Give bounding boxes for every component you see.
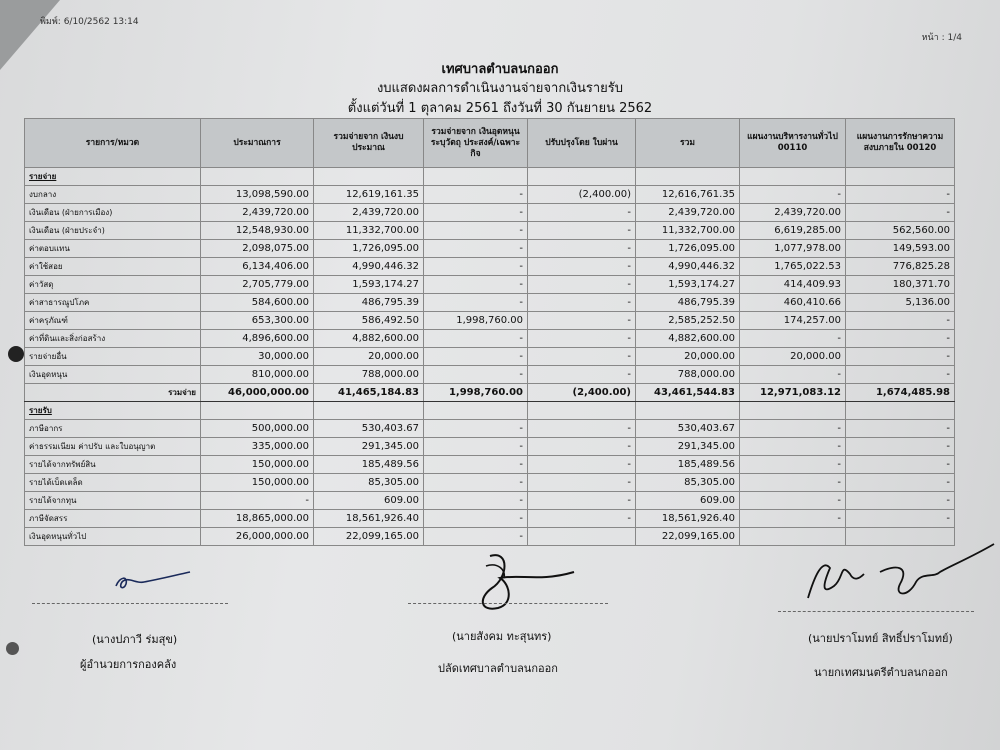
table-row	[25, 312, 955, 330]
table-row	[25, 258, 955, 276]
table-cell: -	[846, 366, 955, 384]
table-cell: 1,593,174.27	[314, 276, 424, 294]
table-cell: 6,619,285.00	[740, 222, 846, 240]
table-cell: 500,000.00	[201, 420, 314, 438]
row-label: ค่าธรรมเนียม ค่าปรับ และใบอนุญาต	[25, 438, 201, 456]
table-cell: -	[528, 474, 636, 492]
signature-role: นายกเทศมนตรีตำบลนกออก	[814, 666, 948, 679]
row-label: ค่าครุภัณฑ์	[25, 312, 201, 330]
table-row	[25, 186, 955, 204]
table-cell: -	[846, 438, 955, 456]
table-cell: 486,795.39	[636, 294, 740, 312]
table-cell: -	[740, 456, 846, 474]
table-cell: 788,000.00	[636, 366, 740, 384]
signature-name: (นายปราโมทย์ สิทธิ์ปราโมทย์)	[808, 632, 953, 645]
table-cell: -	[424, 186, 528, 204]
table-cell: 2,585,252.50	[636, 312, 740, 330]
table-cell: 1,674,485.98	[846, 384, 955, 402]
table-cell: -	[201, 492, 314, 510]
table-cell: -	[424, 330, 528, 348]
table-row	[25, 294, 955, 312]
table-cell: -	[528, 492, 636, 510]
table-cell: 460,410.66	[740, 294, 846, 312]
table-cell: 26,000,000.00	[201, 528, 314, 546]
table-cell: 810,000.00	[201, 366, 314, 384]
table-cell: 2,439,720.00	[314, 204, 424, 222]
table-cell: -	[424, 420, 528, 438]
table-cell: -	[528, 204, 636, 222]
table-cell: -	[424, 474, 528, 492]
table-row	[25, 438, 955, 456]
table-cell: 4,990,446.32	[636, 258, 740, 276]
table-row	[25, 222, 955, 240]
signature-role: ปลัดเทศบาลตำบลนกออก	[438, 662, 558, 675]
table-cell: -	[740, 438, 846, 456]
table-cell	[314, 402, 424, 420]
print-timestamp: พิมพ์: 6/10/2562 13:14	[40, 17, 139, 27]
table-cell: -	[528, 420, 636, 438]
table-cell	[636, 168, 740, 186]
table-row	[25, 492, 955, 510]
table-cell: 180,371.70	[846, 276, 955, 294]
table-cell: 30,000.00	[201, 348, 314, 366]
table-cell: 20,000.00	[740, 348, 846, 366]
table-cell: -	[740, 492, 846, 510]
punch-hole	[8, 346, 24, 362]
table-cell: 1,998,760.00	[424, 312, 528, 330]
table-cell: -	[424, 294, 528, 312]
signature-role: ผู้อำนวยการกองคลัง	[80, 658, 177, 671]
row-label: ค่าใช้สอย	[25, 258, 201, 276]
row-label: เงินเดือน (ฝ่ายประจำ)	[25, 222, 201, 240]
table-cell: -	[740, 420, 846, 438]
table-cell: 18,561,926.40	[636, 510, 740, 528]
table-cell: -	[528, 258, 636, 276]
table-cell: 5,136.00	[846, 294, 955, 312]
row-label: ภาษีอากร	[25, 420, 201, 438]
document-title: เทศบาลตำบลนกออก	[441, 62, 559, 77]
table-cell: -	[740, 330, 846, 348]
table-cell: 18,865,000.00	[201, 510, 314, 528]
table-cell: 335,000.00	[201, 438, 314, 456]
table-cell: 150,000.00	[201, 456, 314, 474]
table-cell: 85,305.00	[314, 474, 424, 492]
table-cell: 1,998,760.00	[424, 384, 528, 402]
table-cell: -	[846, 420, 955, 438]
table-cell: 486,795.39	[314, 294, 424, 312]
table-header-row	[25, 119, 955, 168]
table-cell: 20,000.00	[314, 348, 424, 366]
table-cell	[424, 402, 528, 420]
table-cell	[528, 168, 636, 186]
column-header: รายการ/หมวด	[25, 119, 201, 168]
financial-table	[24, 118, 955, 546]
table-cell: 530,403.67	[636, 420, 740, 438]
table-cell: 6,134,406.00	[201, 258, 314, 276]
table-cell	[201, 402, 314, 420]
table-cell: -	[846, 186, 955, 204]
table-cell: -	[424, 348, 528, 366]
table-cell: 13,098,590.00	[201, 186, 314, 204]
section-label: รายรับ	[25, 402, 201, 420]
document-subtitle: งบแสดงผลการดำเนินงานจ่ายจากเงินรายรับ	[376, 81, 624, 96]
table-row	[25, 366, 955, 384]
table-cell: 150,000.00	[201, 474, 314, 492]
table-cell: 11,332,700.00	[636, 222, 740, 240]
table-cell: 291,345.00	[636, 438, 740, 456]
table-cell: 584,600.00	[201, 294, 314, 312]
column-header: แผนงานบริหารงานทั่วไป 00110	[740, 119, 846, 168]
table-cell: -	[424, 510, 528, 528]
signature-mayor	[800, 538, 1000, 608]
column-header: รวมจ่ายจาก เงินอุดหนุนระบุวัตถุ ประสงค์/เฉพาะกิจ	[424, 119, 528, 168]
table-row	[25, 204, 955, 222]
table-cell: -	[846, 348, 955, 366]
table-cell: 11,332,700.00	[314, 222, 424, 240]
table-cell: 174,257.00	[740, 312, 846, 330]
document-period: ตั้งแต่วันที่ 1 ตุลาคม 2561 ถึงวันที่ 30 กันยายน 2562	[347, 101, 653, 116]
table-row	[25, 474, 955, 492]
table-cell: 185,489.56	[314, 456, 424, 474]
table-cell: -	[528, 222, 636, 240]
table-cell: 1,726,095.00	[636, 240, 740, 258]
table-cell: 1,726,095.00	[314, 240, 424, 258]
table-cell: 2,098,075.00	[201, 240, 314, 258]
table-cell: -	[424, 204, 528, 222]
total-label: รวมจ่าย	[25, 384, 201, 402]
table-cell: 562,560.00	[846, 222, 955, 240]
table-cell: -	[424, 276, 528, 294]
row-label: ภาษีจัดสรร	[25, 510, 201, 528]
table-cell: 20,000.00	[636, 348, 740, 366]
table-cell	[846, 402, 955, 420]
table-cell: -	[846, 330, 955, 348]
section-row	[25, 402, 955, 420]
table-cell: -	[846, 492, 955, 510]
row-label: งบกลาง	[25, 186, 201, 204]
table-cell: 776,825.28	[846, 258, 955, 276]
table-cell: -	[424, 492, 528, 510]
table-cell: -	[740, 186, 846, 204]
table-cell: -	[528, 294, 636, 312]
table-cell: -	[740, 366, 846, 384]
total-row	[25, 384, 955, 402]
table-cell: -	[846, 312, 955, 330]
row-label: รายได้จากทรัพย์สิน	[25, 456, 201, 474]
table-cell: -	[424, 366, 528, 384]
table-row	[25, 348, 955, 366]
column-header: ปรับปรุงโดย ใบผ่าน	[528, 119, 636, 168]
table-cell: 2,439,720.00	[636, 204, 740, 222]
signature-municipal-clerk	[470, 548, 580, 618]
table-cell: 1,077,978.00	[740, 240, 846, 258]
column-header: แผนงานการรักษาความ สงบภายใน 00120	[846, 119, 955, 168]
row-label: รายจ่ายอื่น	[25, 348, 201, 366]
table-cell	[314, 168, 424, 186]
table-cell	[740, 402, 846, 420]
table-cell	[528, 528, 636, 546]
section-label: รายจ่าย	[25, 168, 201, 186]
table-cell	[740, 168, 846, 186]
column-header: รวมจ่ายจาก เงินงบประมาณ	[314, 119, 424, 168]
table-row	[25, 330, 955, 348]
table-cell: (2,400.00)	[528, 186, 636, 204]
row-label: ค่าตอบแทน	[25, 240, 201, 258]
row-label: เงินอุดหนุนทั่วไป	[25, 528, 201, 546]
row-label: ค่าสาธารณูปโภค	[25, 294, 201, 312]
table-cell: 414,409.93	[740, 276, 846, 294]
table-cell: -	[740, 510, 846, 528]
row-label: เงินอุดหนุน	[25, 366, 201, 384]
table-cell: 22,099,165.00	[636, 528, 740, 546]
table-row	[25, 510, 955, 528]
table-cell: 43,461,544.83	[636, 384, 740, 402]
table-cell	[846, 168, 955, 186]
table-cell	[528, 402, 636, 420]
table-cell: -	[424, 258, 528, 276]
table-cell: 1,765,022.53	[740, 258, 846, 276]
table-cell: 291,345.00	[314, 438, 424, 456]
column-header: รวม	[636, 119, 740, 168]
table-cell: 12,548,930.00	[201, 222, 314, 240]
punch-hole	[6, 642, 19, 655]
table-cell	[201, 168, 314, 186]
table-cell	[636, 402, 740, 420]
table-cell: 4,882,600.00	[314, 330, 424, 348]
table-cell: -	[528, 240, 636, 258]
table-cell: 149,593.00	[846, 240, 955, 258]
signature-name: (นางปภาวี ร่มสุข)	[92, 633, 178, 646]
table-cell: -	[528, 276, 636, 294]
row-label: รายได้เบ็ดเตล็ด	[25, 474, 201, 492]
table-cell: 609.00	[314, 492, 424, 510]
table-cell: -	[528, 330, 636, 348]
table-cell: -	[424, 456, 528, 474]
row-label: ค่าที่ดินและสิ่งก่อสร้าง	[25, 330, 201, 348]
table-cell: -	[528, 366, 636, 384]
table-cell: 18,561,926.40	[314, 510, 424, 528]
table-cell: -	[528, 456, 636, 474]
table-cell: (2,400.00)	[528, 384, 636, 402]
table-cell: -	[528, 312, 636, 330]
signature-line	[32, 603, 228, 604]
table-cell: 2,705,779.00	[201, 276, 314, 294]
signature-name: (นายสังคม ทะสุนทร)	[452, 630, 552, 643]
row-label: ค่าวัสดุ	[25, 276, 201, 294]
table-cell: -	[528, 510, 636, 528]
table-cell: 46,000,000.00	[201, 384, 314, 402]
table-row	[25, 240, 955, 258]
table-cell: 41,465,184.83	[314, 384, 424, 402]
table-cell: 85,305.00	[636, 474, 740, 492]
signature-line	[408, 603, 608, 604]
table-row	[25, 420, 955, 438]
table-cell: 586,492.50	[314, 312, 424, 330]
table-cell	[424, 168, 528, 186]
table-cell: -	[846, 510, 955, 528]
table-cell: 4,990,446.32	[314, 258, 424, 276]
table-row	[25, 456, 955, 474]
table-cell: 530,403.67	[314, 420, 424, 438]
column-header: ประมาณการ	[201, 119, 314, 168]
row-label: รายได้จากทุน	[25, 492, 201, 510]
table-cell: 12,971,083.12	[740, 384, 846, 402]
table-cell: -	[528, 348, 636, 366]
table-cell: -	[424, 438, 528, 456]
table-cell: -	[424, 222, 528, 240]
table-cell: 609.00	[636, 492, 740, 510]
table-row	[25, 276, 955, 294]
table-cell: -	[740, 474, 846, 492]
table-cell: 2,439,720.00	[201, 204, 314, 222]
table-cell: -	[528, 438, 636, 456]
page-number: หน้า : 1/4	[921, 33, 962, 43]
table-cell: 1,593,174.27	[636, 276, 740, 294]
table-cell: 12,616,761.35	[636, 186, 740, 204]
signature-line	[778, 611, 974, 612]
table-cell: -	[846, 474, 955, 492]
table-cell: 653,300.00	[201, 312, 314, 330]
table-cell: -	[424, 240, 528, 258]
table-cell: 4,882,600.00	[636, 330, 740, 348]
table-cell: -	[846, 456, 955, 474]
table-cell: 185,489.56	[636, 456, 740, 474]
section-row	[25, 168, 955, 186]
table-cell: 22,099,165.00	[314, 528, 424, 546]
table-cell: -	[424, 528, 528, 546]
table-cell: 12,619,161.35	[314, 186, 424, 204]
table-cell: 4,896,600.00	[201, 330, 314, 348]
table-cell: -	[846, 204, 955, 222]
table-cell: 788,000.00	[314, 366, 424, 384]
signature-finance-director	[108, 568, 198, 596]
row-label: เงินเดือน (ฝ่ายการเมือง)	[25, 204, 201, 222]
table-cell: 2,439,720.00	[740, 204, 846, 222]
